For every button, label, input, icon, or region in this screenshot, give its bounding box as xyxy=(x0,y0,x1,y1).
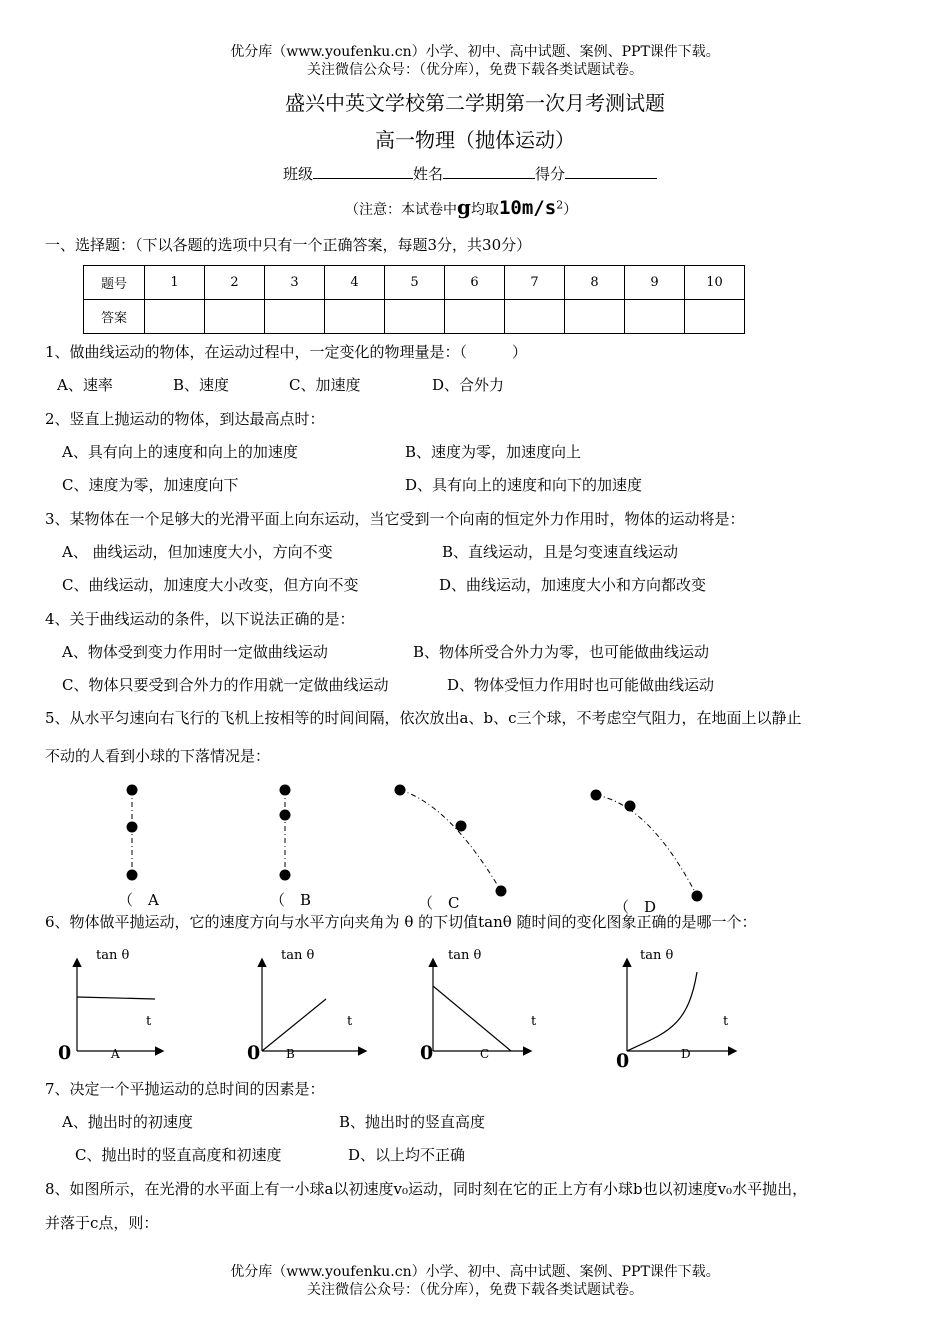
table-cell: 3 xyxy=(265,266,325,300)
note-prefix: （注意：本试卷中 xyxy=(345,202,457,218)
class-blank[interactable] xyxy=(313,164,413,179)
note-suffix: ） xyxy=(563,202,578,218)
q5-stem-line-2: 不动的人看到小球的下落情况是： xyxy=(45,747,271,765)
answer-cell[interactable] xyxy=(325,300,385,334)
note-line xyxy=(345,195,577,219)
answer-cell[interactable] xyxy=(385,300,445,334)
answer-cell[interactable] xyxy=(145,300,205,334)
q5-stem-line-1: 5、从水平匀速向右飞行的飞机上按相等的时间间隔，依次放出a、b、c三个球，不考虑空气阻力，在地面上以静止 xyxy=(45,709,802,727)
q5-label-a: （ A xyxy=(118,891,159,909)
q6-graphs xyxy=(0,938,950,1073)
answer-cell[interactable] xyxy=(265,300,325,334)
x-label: t xyxy=(723,1014,729,1029)
trajectory-curve xyxy=(596,795,697,896)
score-blank[interactable] xyxy=(565,164,657,179)
q2-option-d: D、具有向上的速度和向下的加速度 xyxy=(405,476,643,494)
row-label: 答案 xyxy=(84,300,145,334)
q4-option-b: B、物体所受合外力为零，也可能做曲线运动 xyxy=(413,643,710,661)
table-cell: 6 xyxy=(445,266,505,300)
ball xyxy=(395,785,406,796)
ball xyxy=(127,822,138,833)
graph-line xyxy=(77,997,155,999)
ball xyxy=(280,810,291,821)
header-line-1: 优分库（www.youfenku.cn）小学、初中、高中试题、案例、PPT课件下载。 xyxy=(230,44,720,60)
ball xyxy=(280,785,291,796)
ball xyxy=(496,886,507,897)
q3-option-a: A、 曲线运动，但加速度大小，方向不变 xyxy=(62,543,333,561)
x-label: t xyxy=(347,1014,353,1029)
q2-option-b: B、速度为零，加速度向上 xyxy=(405,443,582,461)
q7-option-c: C、抛出时的竖直高度和初速度 xyxy=(75,1146,282,1164)
q5-figure-b xyxy=(280,785,291,881)
table-cell: 4 xyxy=(325,266,385,300)
info-line xyxy=(283,163,657,184)
footer-line-2: 关注微信公众号：（优分库），免费下载各类试题试卷。 xyxy=(307,1282,643,1298)
table-row xyxy=(84,300,745,334)
x-label: t xyxy=(146,1014,152,1029)
ball xyxy=(625,801,636,812)
q5-label-c: （ C xyxy=(418,894,460,912)
header-line-2: 关注微信公众号：（优分库），免费下载各类试题试卷。 xyxy=(307,62,643,78)
q5-figure-a xyxy=(127,785,138,881)
q3-stem: 3、某物体在一个足够大的光滑平面上向东运动，当它受到一个向南的恒定外力作用时，物体的运动将是： xyxy=(45,510,745,528)
name-label: 姓名 xyxy=(413,165,444,183)
q1-option-b: B、速度 xyxy=(173,376,230,394)
table-cell: 10 xyxy=(685,266,745,300)
graph-label-d: D xyxy=(681,1047,691,1061)
note-g: g xyxy=(457,195,471,219)
q4-option-c: C、物体只要受到合外力的作用就一定做曲线运动 xyxy=(62,676,389,694)
origin-label: 0 xyxy=(247,1042,261,1064)
q1-option-d: D、合外力 xyxy=(432,376,505,394)
q7-option-b: B、抛出时的竖直高度 xyxy=(339,1113,486,1131)
q5-figure-c xyxy=(395,785,507,897)
row-label: 题号 xyxy=(84,266,145,300)
graph-line xyxy=(262,999,326,1051)
q1-stem: 1、做曲线运动的物体，在运动过程中，一定变化的物理量是：（ ） xyxy=(45,343,528,361)
q6-graph-a xyxy=(58,948,162,1064)
q2-stem: 2、竖直上抛运动的物体，到达最高点时： xyxy=(45,410,325,428)
q7-option-a: A、抛出时的初速度 xyxy=(62,1113,193,1131)
y-label: tan θ xyxy=(281,948,315,963)
graph-line xyxy=(433,986,511,1051)
q4-option-a: A、物体受到变力作用时一定做曲线运动 xyxy=(62,643,328,661)
graph-label-b: B xyxy=(286,1047,295,1061)
ball xyxy=(127,870,138,881)
q8-stem-line-1: 8、如图所示，在光滑的水平面上有一小球a以初速度v₀运动，同时刻在它的正上方有小球b也以初速度v₀水平抛出， xyxy=(45,1180,808,1198)
answer-table xyxy=(83,265,745,334)
note-exp: 2 xyxy=(556,198,564,212)
q2-option-a: A、具有向上的速度和向上的加速度 xyxy=(62,443,298,461)
name-blank[interactable] xyxy=(443,164,535,179)
ball xyxy=(591,790,602,801)
ball xyxy=(127,785,138,796)
answer-cell[interactable] xyxy=(205,300,265,334)
answer-cell[interactable] xyxy=(445,300,505,334)
q2-option-c: C、速度为零，加速度向下 xyxy=(62,476,239,494)
q5-figure-d xyxy=(591,790,703,902)
table-cell: 5 xyxy=(385,266,445,300)
footer-line-1: 优分库（www.youfenku.cn）小学、初中、高中试题、案例、PPT课件下载。 xyxy=(230,1264,720,1280)
q5-label-b: （ B xyxy=(270,891,312,909)
graph-label-c: C xyxy=(480,1047,490,1061)
ball xyxy=(280,870,291,881)
y-label: tan θ xyxy=(96,948,130,963)
q8-stem-line-2: 并落于c点，则： xyxy=(45,1214,159,1232)
q3-option-c: C、曲线运动，加速度大小改变，但方向不变 xyxy=(62,576,359,594)
y-label: tan θ xyxy=(448,948,482,963)
q6-graph-d xyxy=(616,948,735,1072)
q5-label-d: （ D xyxy=(614,898,657,915)
note-mid: 均取 xyxy=(470,202,499,218)
q6-graph-c xyxy=(420,948,537,1064)
exam-subtitle: 高一物理（抛体运动） xyxy=(375,128,575,152)
trajectory-curve xyxy=(400,790,501,891)
q7-stem: 7、决定一个平抛运动的总时间的因素是： xyxy=(45,1080,325,1098)
ball xyxy=(456,821,467,832)
table-cell: 7 xyxy=(505,266,565,300)
origin-label: 0 xyxy=(616,1050,630,1072)
q4-option-d: D、物体受恒力作用时也可能做曲线运动 xyxy=(447,676,715,694)
table-cell: 8 xyxy=(565,266,625,300)
origin-label: 0 xyxy=(58,1042,72,1064)
q6-graph-b xyxy=(247,948,365,1064)
answer-cell[interactable] xyxy=(505,300,565,334)
section-heading: 一、选择题：（下以各题的选项中只有一个正确答案，每题3分，共30分） xyxy=(45,236,532,254)
q7-option-d: D、以上均不正确 xyxy=(348,1146,466,1164)
table-row xyxy=(84,266,745,300)
origin-label: 0 xyxy=(420,1042,434,1064)
q1-option-c: C、加速度 xyxy=(289,376,361,394)
answer-cell[interactable] xyxy=(685,300,745,334)
score-label: 得分 xyxy=(535,165,566,183)
q4-stem: 4、关于曲线运动的条件，以下说法正确的是： xyxy=(45,610,355,628)
table-cell: 9 xyxy=(625,266,685,300)
exam-title: 盛兴中英文学校第二学期第一次月考测试题 xyxy=(285,91,665,115)
graph-label-a: A xyxy=(111,1047,120,1061)
table-cell: 1 xyxy=(145,266,205,300)
y-label: tan θ xyxy=(640,948,674,963)
ball xyxy=(692,891,703,902)
answer-cell[interactable] xyxy=(625,300,685,334)
q6-stem: 6、物体做平抛运动，它的速度方向与水平方向夹角为 θ 的下切值tanθ 随时间的变化图象正确的是哪一个： xyxy=(45,913,757,931)
q3-option-b: B、直线运动，且是匀变速直线运动 xyxy=(442,543,679,561)
x-label: t xyxy=(531,1014,537,1029)
q3-option-d: D、曲线运动，加速度大小和方向都改变 xyxy=(439,576,707,594)
class-label: 班级 xyxy=(283,165,314,183)
note-value: 10m/s xyxy=(498,197,557,219)
table-cell: 2 xyxy=(205,266,265,300)
q5-figures xyxy=(0,775,950,915)
answer-cell[interactable] xyxy=(565,300,625,334)
q1-option-a: A、速率 xyxy=(57,376,113,394)
graph-curve xyxy=(627,972,697,1051)
